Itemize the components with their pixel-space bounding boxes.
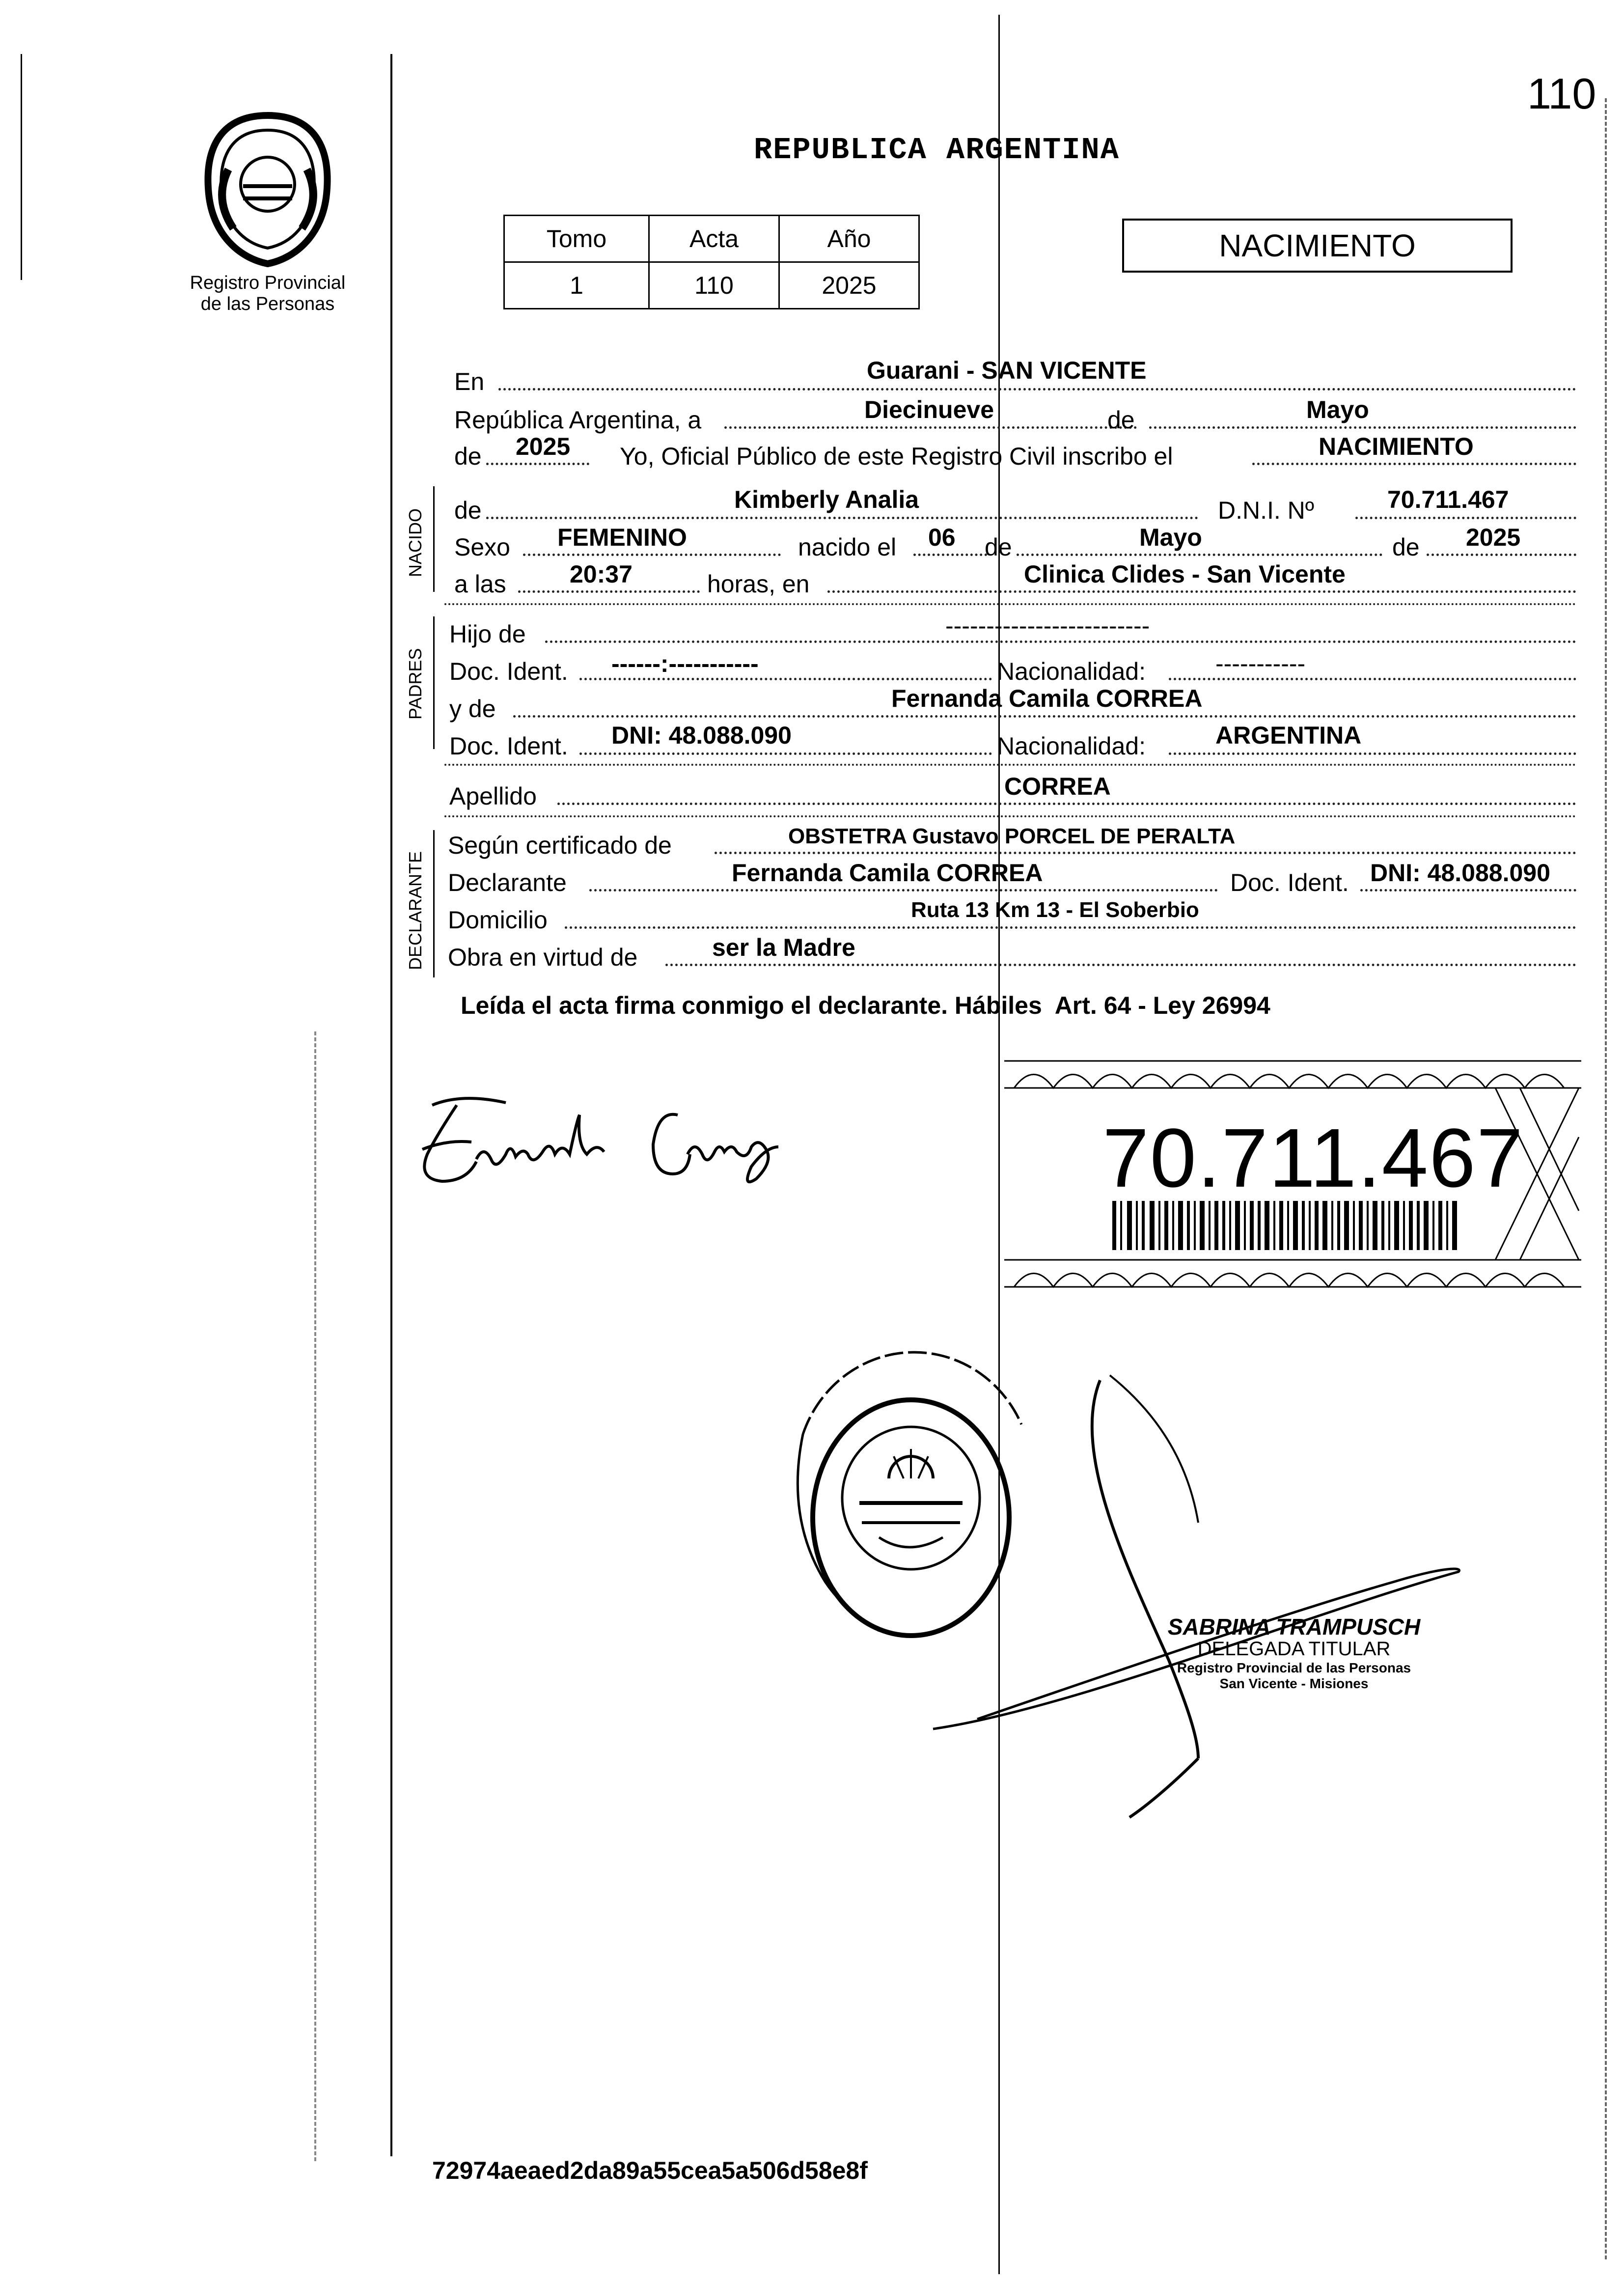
birth-year-value: 2025 [1466,524,1521,551]
en-label: En [454,368,485,395]
month-value: Mayo [1306,396,1369,423]
father-nationality-value: ----------- [1215,650,1306,677]
birth-day-value: 06 [928,524,956,551]
document-hash: 72974aeaed2da89a55cea5a506d58e8f [432,2157,868,2184]
dotted-line [1427,554,1576,556]
de-label-name: de [454,497,482,524]
sticker-number: 70.711.467 [1102,1112,1524,1205]
document-title: REPUBLICA ARGENTINA [754,133,1120,167]
dotted-line [557,803,1576,805]
dotted-line [1149,426,1576,429]
doc-ident-label-father: Doc. Ident. [449,658,568,685]
de-label-byear: de [1392,533,1420,561]
official-signature [923,1365,1488,1832]
logo-caption-2: de las Personas [200,294,335,314]
declarante-doc-value: DNI: 48.088.090 [1370,859,1550,887]
certificado-value: OBSTETRA Gustavo PORCEL DE PERALTA [788,824,1236,848]
page-number: 110 [1527,69,1596,118]
section-label-declarante: DECLARANTE [405,851,425,970]
obra-label: Obra en virtud de [448,944,638,971]
header-anio: Año [779,216,919,262]
value-tomo: 1 [504,262,649,309]
dotted-line [665,964,1576,966]
record-type: NACIMIENTO [1219,228,1416,263]
section-divider [444,815,1576,817]
dotted-line [513,715,1576,718]
dotted-line [545,640,1576,643]
official-name: SABRINA TRAMPUSCH [1167,1614,1421,1640]
doc-ident-label-mother: Doc. Ident. [449,732,568,760]
father-name-value: ------------------------- [945,612,1150,640]
birth-place-value: Clinica Clides - San Vicente [1024,560,1346,588]
mother-nationality-value: ARGENTINA [1215,722,1362,749]
dotted-line [523,554,781,556]
dni-value: 70.711.467 [1387,486,1509,513]
official-location: San Vicente - Misiones [1219,1676,1369,1691]
section-bracket [433,616,435,749]
mother-doc-value: DNI: 48.088.090 [611,722,792,749]
declarante-value: Fernanda Camila CORREA [732,859,1043,887]
reference-table [503,215,920,309]
dotted-line [1252,463,1576,465]
nacionalidad-label-mother: Nacionalidad: [997,732,1146,760]
section-divider [444,603,1576,605]
dni-label: D.N.I. Nº [1218,497,1315,524]
horas-label: horas, en [707,570,810,598]
official-role: DELEGADA TITULAR [1197,1638,1391,1660]
value-anio: 2025 [779,262,919,309]
fold-line [998,15,1000,2274]
dotted-line [913,554,987,556]
surname-value: CORREA [1004,773,1111,800]
section-label-padres: PADRES [405,648,425,720]
dotted-line [827,590,1576,593]
apellido-label: Apellido [449,782,537,810]
section-bracket [433,486,435,592]
day-words-value: Diecinueve [864,396,994,423]
domicilio-value: Ruta 13 Km 13 - El Soberbio [911,898,1199,922]
header-tomo: Tomo [504,216,649,262]
section-divider [444,764,1576,766]
section-bracket [433,830,435,977]
dotted-line [579,752,992,755]
dotted-line [1360,889,1576,891]
dni-sticker [1004,1054,1581,1294]
republica-label: República Argentina, a [454,406,702,434]
section-label-nacido: NACIDO [405,508,425,577]
year-value: 2025 [516,433,571,460]
a-las-label: a las [454,570,506,598]
declarant-signature [403,1085,825,1208]
dotted-line [518,590,700,593]
certificado-label: Según certificado de [448,832,672,859]
record-type-box [1122,219,1513,273]
obra-value: ser la Madre [712,934,855,961]
birth-month-value: Mayo [1139,524,1202,551]
registry-logo [194,111,341,268]
de-label: de [1107,406,1135,434]
dotted-line [1169,752,1576,755]
domicilio-label: Domicilio [448,906,548,934]
declarante-doc-label: Doc. Ident. [1230,869,1349,896]
oficial-text: Yo, Oficial Público de este Registro Civil inscribo el [620,443,1173,470]
y-de-label: y de [449,695,496,723]
left-edge-marks [314,1031,316,2161]
binding-line [390,54,392,2156]
de-label-bmonth: de [985,533,1012,561]
hijo-label: Hijo de [449,620,526,648]
dotted-line [486,463,589,465]
dotted-line [724,426,1137,429]
dotted-line [589,889,1218,891]
father-doc-value: ------:----------- [611,650,759,677]
nacionalidad-label-father: Nacionalidad: [997,658,1146,685]
dotted-line [1017,554,1382,556]
dotted-line [486,517,1198,519]
logo-caption-1: Registro Provincial [190,273,346,293]
dotted-line [715,852,1576,854]
sexo-label: Sexo [454,533,510,561]
declarante-label: Declarante [448,869,567,896]
closing-text: Leída el acta firma conmigo el declarante. Hábiles Art. 64 - Ley 26994 [461,992,1270,1019]
official-stamp [1122,1614,1466,1692]
nacido-el-label: nacido el [798,533,897,561]
header-acta: Acta [649,216,779,262]
place-value: Guarani - SAN VICENTE [867,357,1147,384]
dotted-line [498,388,1576,390]
sexo-value: FEMENINO [557,524,687,551]
value-acta: 110 [649,262,779,309]
name-value: Kimberly Analia [734,486,919,513]
dotted-line [1355,517,1576,519]
time-value: 20:37 [570,560,633,588]
left-margin-line [21,54,22,280]
de-label-year: de [454,443,482,470]
dotted-line [579,678,992,680]
dotted-line [565,926,1576,929]
record-kind-value: NACIMIENTO [1319,433,1474,460]
official-office: Registro Provincial de las Personas [1177,1660,1411,1675]
right-edge-marks [1605,98,1607,2259]
mother-name-value: Fernanda Camila CORREA [891,685,1203,712]
dotted-line [1169,678,1576,680]
